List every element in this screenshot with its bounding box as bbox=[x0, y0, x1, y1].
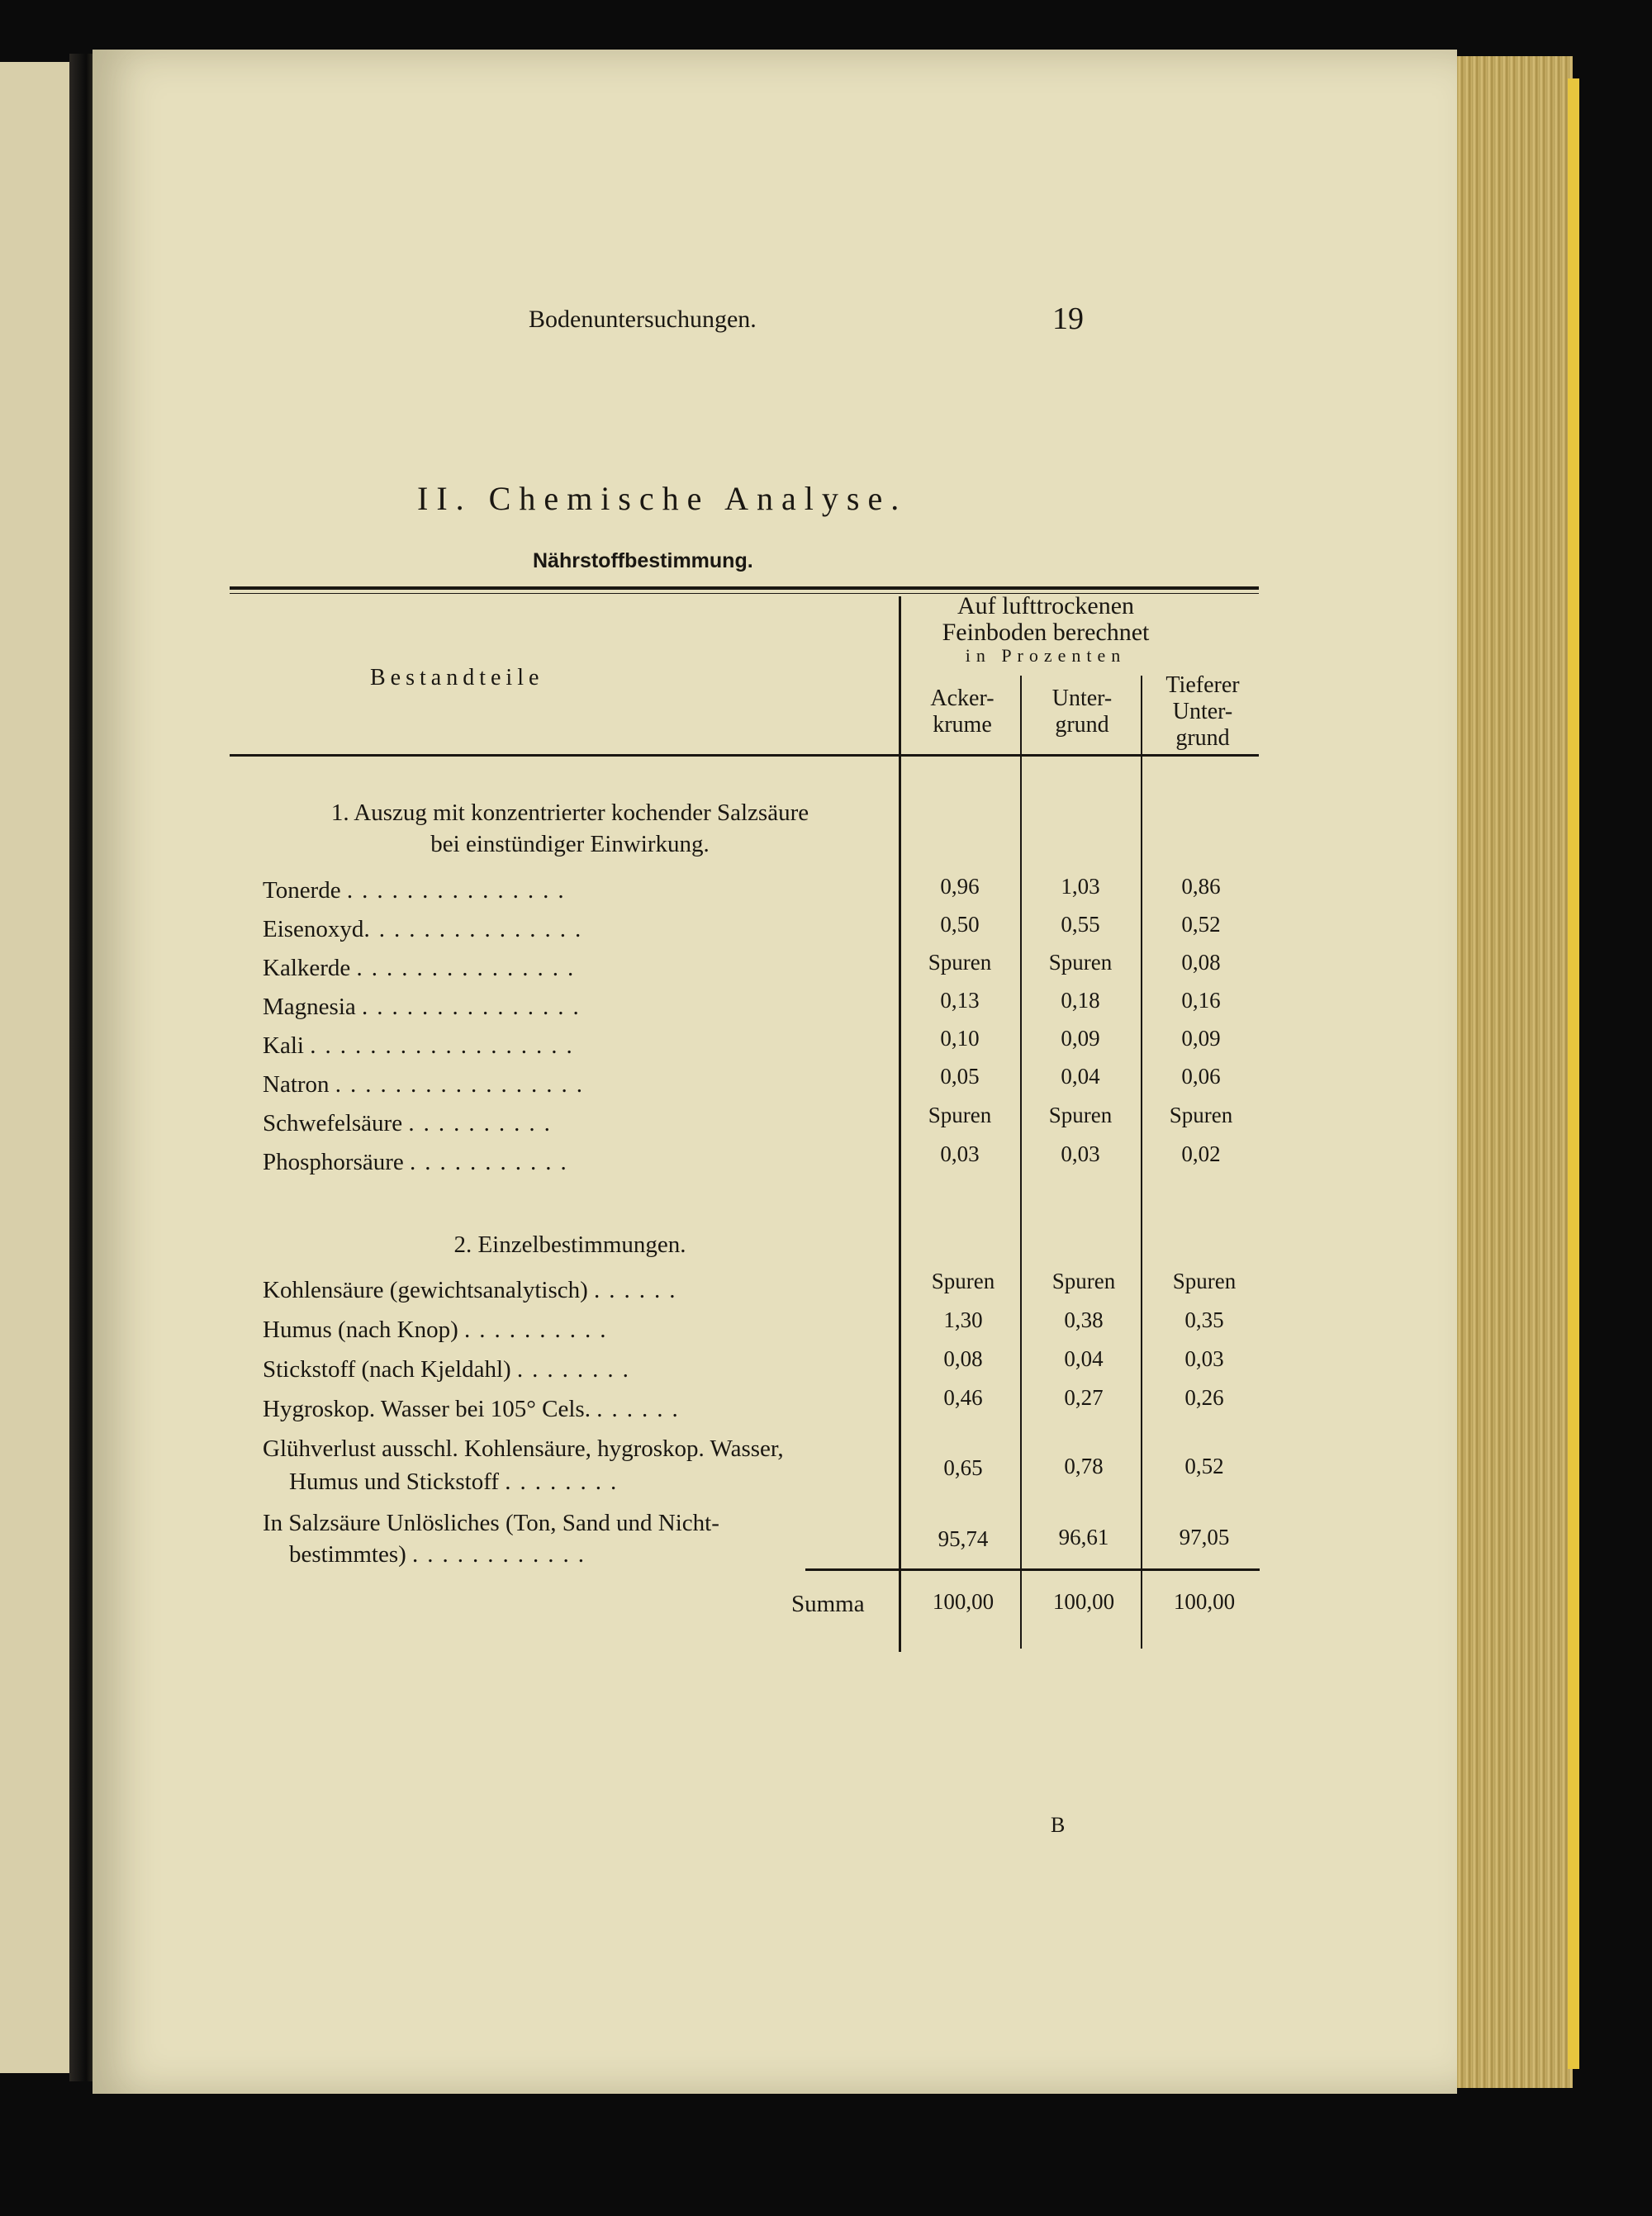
value-stickstoff-ackerkrume: 0,08 bbox=[943, 1346, 983, 1371]
group1-heading bbox=[248, 797, 892, 860]
value-schwefelsaeure-ackerkrume: Spuren bbox=[928, 1103, 992, 1127]
header-col-tieferer-untergrund bbox=[1145, 672, 1260, 752]
row-label-hygroskop-wasser: Hygroskop. Wasser bei 105° Cels. ...... bbox=[263, 1396, 687, 1422]
header-group-line2: Feinboden berechnet bbox=[942, 619, 1150, 646]
value-gluehverlust-tieferer: 0,52 bbox=[1184, 1454, 1224, 1478]
value-phosphorsaeure-ackerkrume: 0,03 bbox=[940, 1141, 980, 1166]
row-label-natron: Natron ................. bbox=[263, 1071, 592, 1098]
page-number: 19 bbox=[1052, 301, 1084, 336]
gilt-edge bbox=[1568, 78, 1579, 2069]
group1-line1: 1. Auszug mit konzentrierter kochender Salzsäure bbox=[330, 800, 809, 826]
col2-line2: grund bbox=[1055, 712, 1109, 738]
value-magnesia-ackerkrume: 0,13 bbox=[940, 988, 980, 1013]
value-unloesliches-tieferer: 97,05 bbox=[1179, 1525, 1230, 1549]
col2-line1: Unter- bbox=[1051, 686, 1113, 711]
summa-rule bbox=[805, 1568, 1260, 1571]
value-natron-tieferer: 0,06 bbox=[1181, 1064, 1221, 1089]
col1-line1: Acker- bbox=[930, 686, 995, 711]
value-stickstoff-tieferer: 0,03 bbox=[1184, 1346, 1224, 1371]
section-title: II. Chemische Analyse. bbox=[417, 480, 908, 517]
col3-line3: grund bbox=[1175, 725, 1230, 751]
value-schwefelsaeure-tieferer: Spuren bbox=[1169, 1103, 1233, 1127]
value-kali-untergrund: 0,09 bbox=[1061, 1026, 1100, 1051]
value-gluehverlust-ackerkrume: 0,65 bbox=[943, 1455, 983, 1480]
value-kali-ackerkrume: 0,10 bbox=[940, 1026, 980, 1051]
value-stickstoff-untergrund: 0,04 bbox=[1064, 1346, 1104, 1371]
value-schwefelsaeure-untergrund: Spuren bbox=[1048, 1103, 1113, 1127]
header-group-line3: in Prozenten bbox=[965, 645, 1127, 666]
value-humus-tieferer: 0,35 bbox=[1184, 1307, 1224, 1332]
value-phosphorsaeure-tieferer: 0,02 bbox=[1181, 1141, 1221, 1166]
value-kohlensaeure-ackerkrume: Spuren bbox=[931, 1269, 995, 1293]
row-label-magnesia: Magnesia ............... bbox=[263, 994, 588, 1020]
row-label-eisenoxyd: Eisenoxyd............... bbox=[263, 916, 591, 942]
value-hygroskop-wasser-untergrund: 0,27 bbox=[1064, 1385, 1104, 1410]
group2-heading: 2. Einzelbestimmungen. bbox=[453, 1231, 686, 1258]
header-bestandteile: Bestandteile bbox=[370, 665, 544, 690]
running-head-title: Bodenuntersuchungen. bbox=[529, 306, 757, 333]
value-tonerde-ackerkrume: 0,96 bbox=[940, 874, 980, 899]
header-group-line1: Auf lufttrockenen bbox=[957, 592, 1135, 619]
group1-line2: bei einstündiger Einwirkung. bbox=[430, 831, 710, 857]
left-page-edge bbox=[0, 62, 73, 2073]
page-stack-edges bbox=[1457, 56, 1573, 2088]
row-label-tonerde: Tonerde ............... bbox=[263, 877, 573, 904]
row-label-kali: Kali .................. bbox=[263, 1032, 582, 1059]
value-summa-untergrund: 100,00 bbox=[1052, 1589, 1115, 1614]
value-natron-untergrund: 0,04 bbox=[1061, 1064, 1100, 1089]
value-eisenoxyd-untergrund: 0,55 bbox=[1061, 912, 1100, 937]
value-humus-ackerkrume: 1,30 bbox=[943, 1307, 983, 1332]
col3-line1: Tieferer bbox=[1165, 672, 1240, 698]
col3-line2: Unter- bbox=[1172, 699, 1233, 724]
row-label-unloesliches-cont: bestimmtes) ............ bbox=[289, 1541, 594, 1568]
value-eisenoxyd-tieferer: 0,52 bbox=[1181, 912, 1221, 937]
value-kalkerde-untergrund: Spuren bbox=[1048, 950, 1113, 975]
column-divider-3 bbox=[1141, 676, 1142, 1649]
value-hygroskop-wasser-ackerkrume: 0,46 bbox=[943, 1385, 983, 1410]
value-gluehverlust-untergrund: 0,78 bbox=[1064, 1454, 1104, 1478]
row-label-phosphorsaeure: Phosphorsäure ........... bbox=[263, 1149, 576, 1175]
value-magnesia-untergrund: 0,18 bbox=[1061, 988, 1100, 1013]
value-hygroskop-wasser-tieferer: 0,26 bbox=[1184, 1385, 1224, 1410]
value-humus-untergrund: 0,38 bbox=[1064, 1307, 1104, 1332]
running-head bbox=[0, 301, 1652, 339]
column-divider-2 bbox=[1020, 676, 1022, 1649]
summa-label: Summa bbox=[791, 1591, 865, 1617]
value-kalkerde-tieferer: 0,08 bbox=[1181, 950, 1221, 975]
row-label-kalkerde: Kalkerde ............... bbox=[263, 955, 583, 981]
row-label-unloesliches: In Salzsäure Unlösliches (Ton, Sand und Nicht- bbox=[263, 1510, 719, 1536]
header-col-untergrund bbox=[1024, 686, 1140, 738]
value-phosphorsaeure-untergrund: 0,03 bbox=[1061, 1141, 1100, 1166]
row-label-gluehverlust: Glühverlust ausschl. Kohlensäure, hygroskop. Wasser, bbox=[263, 1435, 784, 1462]
table-header-rule bbox=[230, 754, 1259, 757]
section-subtitle: Nährstoffbestimmung. bbox=[533, 549, 753, 572]
value-kali-tieferer: 0,09 bbox=[1181, 1026, 1221, 1051]
header-col-ackerkrume bbox=[904, 686, 1020, 738]
value-unloesliches-ackerkrume: 95,74 bbox=[938, 1526, 989, 1551]
header-group bbox=[864, 593, 1227, 666]
row-label-humus: Humus (nach Knop) .......... bbox=[263, 1317, 615, 1343]
row-label-schwefelsaeure: Schwefelsäure .......... bbox=[263, 1110, 559, 1136]
value-eisenoxyd-ackerkrume: 0,50 bbox=[940, 912, 980, 937]
value-kohlensaeure-untergrund: Spuren bbox=[1051, 1269, 1116, 1293]
row-label-gluehverlust-cont: Humus und Stickstoff ........ bbox=[289, 1469, 626, 1495]
value-unloesliches-untergrund: 96,61 bbox=[1058, 1525, 1109, 1549]
value-summa-tieferer: 100,00 bbox=[1173, 1589, 1236, 1614]
value-magnesia-tieferer: 0,16 bbox=[1181, 988, 1221, 1013]
value-tonerde-tieferer: 0,86 bbox=[1181, 874, 1221, 899]
value-kalkerde-ackerkrume: Spuren bbox=[928, 950, 992, 975]
row-label-stickstoff: Stickstoff (nach Kjeldahl) ........ bbox=[263, 1356, 638, 1383]
col1-line2: krume bbox=[933, 712, 992, 738]
signature-mark: B bbox=[1051, 1813, 1066, 1837]
value-kohlensaeure-tieferer: Spuren bbox=[1172, 1269, 1237, 1293]
column-divider-main bbox=[899, 596, 901, 1652]
value-tonerde-untergrund: 1,03 bbox=[1061, 874, 1100, 899]
value-summa-ackerkrume: 100,00 bbox=[932, 1589, 995, 1614]
table-top-rule bbox=[230, 586, 1259, 590]
value-natron-ackerkrume: 0,05 bbox=[940, 1064, 980, 1089]
row-label-kohlensaeure: Kohlensäure (gewichtsanalytisch) ...... bbox=[263, 1277, 685, 1303]
